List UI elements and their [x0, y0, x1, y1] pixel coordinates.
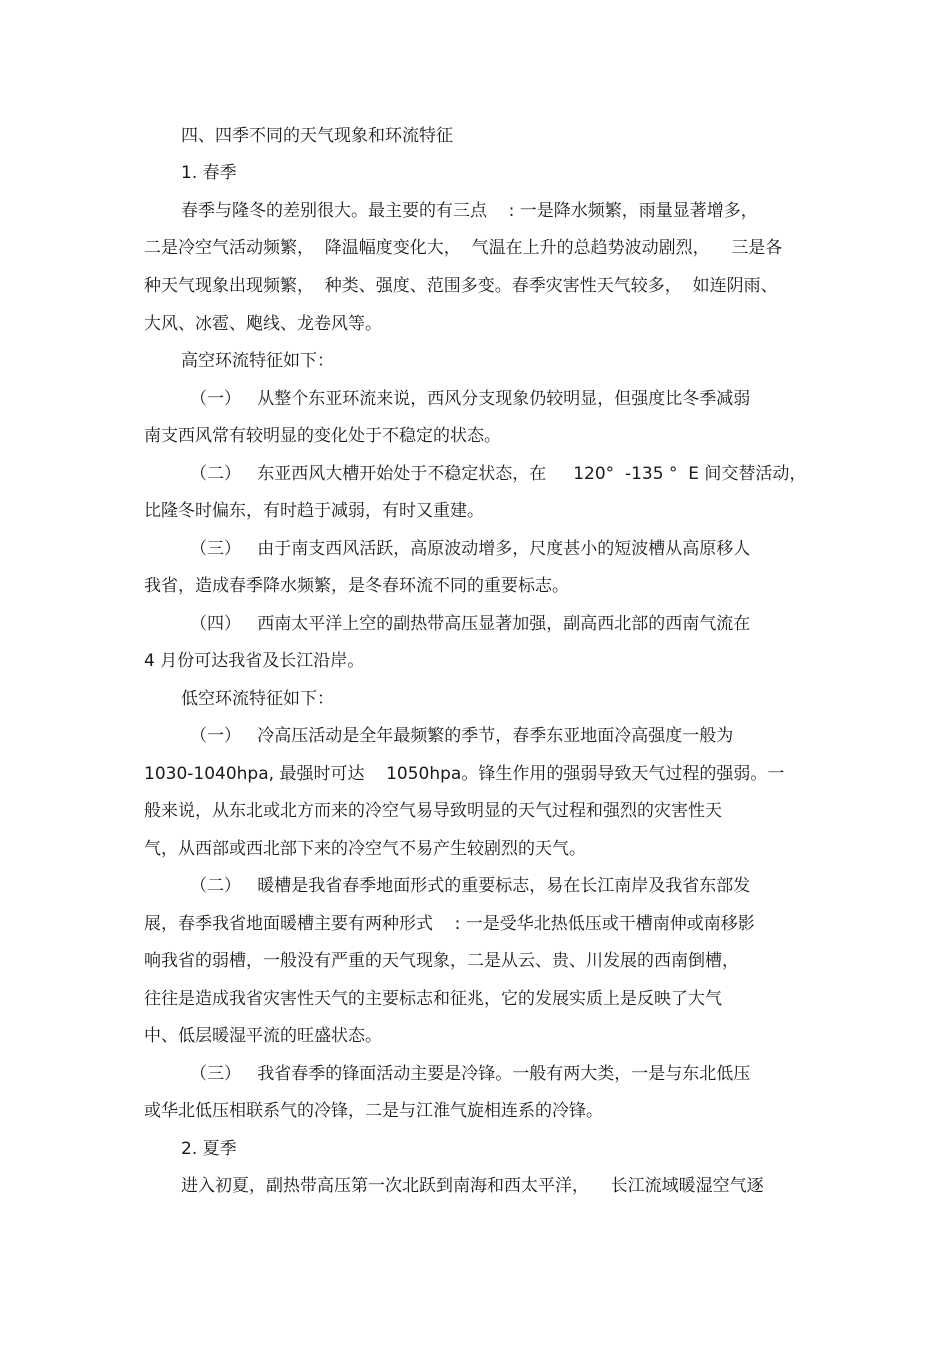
list-item-line: （二） 暖槽是我省春季地面形式的重要标志，易在长江南岸及我省东部发 — [190, 876, 751, 896]
list-item-line: 1030-1040hpa, 最强时可达 1050hpa。锋生作用的强弱导致天气过程的强弱。一 — [144, 764, 785, 784]
paragraph-line: 低空环流特征如下： — [181, 689, 334, 709]
list-item-line: 或华北低压相联系气的冷锋，二是与江淮气旋相连系的冷锋。 — [144, 1101, 603, 1121]
paragraph-line: 大风、冰雹、飑线、龙卷风等。 — [144, 314, 382, 334]
subsection-heading-spring: 1. 春季 — [181, 163, 237, 183]
list-item-line: （一） 冷高压活动是全年最频繁的季节，春季东亚地面冷高强度一般为 — [190, 726, 734, 746]
paragraph-line: 二是冷空气活动频繁， 降温幅度变化大， 气温在上升的总趋势波动剧烈， 三是各 — [144, 238, 783, 258]
list-item-line: 南支西风常有较明显的变化处于不稳定的状态。 — [144, 426, 501, 446]
list-item-line: 般来说，从东北或北方而来的冷空气易导致明显的天气过程和强烈的灾害性天 — [144, 801, 722, 821]
list-item-line: 比隆冬时偏东，有时趋于减弱，有时又重建。 — [144, 501, 484, 521]
list-item-line: 响我省的弱槽，一般没有严重的天气现象，二是从云、贵、川发展的西南倒槽， — [144, 951, 739, 971]
paragraph-line: 春季与隆冬的差别很大。最主要的有三点 : 一是降水频繁，雨量显著增多， — [181, 201, 758, 221]
paragraph-line: 种天气现象出现频繁， 种类、强度、范围多变。春季灾害性天气较多， 如连阴雨、 — [144, 276, 778, 296]
list-item-line: 展，春季我省地面暖槽主要有两种形式 : 一是受华北热低压或干槽南伸或南移影 — [144, 914, 755, 934]
subsection-heading-summer: 2. 夏季 — [181, 1139, 237, 1159]
paragraph-line: 高空环流特征如下： — [181, 351, 334, 371]
list-item-line: （三） 由于南支西风活跃，高原波动增多，尺度甚小的短波槽从高原移人 — [190, 539, 751, 559]
list-item-line: 4 月份可达我省及长江沿岸。 — [144, 651, 365, 671]
list-item-line: 往往是造成我省灾害性天气的主要标志和征兆，它的发展实质上是反映了大气 — [144, 989, 722, 1009]
section-heading: 四、四季不同的天气现象和环流特征 — [181, 126, 453, 146]
list-item-line: 气，从西部或西北部下来的冷空气不易产生较剧烈的天气。 — [144, 839, 586, 859]
list-item-line: 我省，造成春季降水频繁，是冬春环流不同的重要标志。 — [144, 576, 569, 596]
paragraph-line: 进入初夏，副热带高压第一次北跃到南海和西太平洋， 长江流域暖湿空气逐 — [181, 1176, 764, 1196]
list-item-line: （二） 东亚西风大槽开始处于不稳定状态，在 120° -135 ° E 间交替活动， — [190, 464, 807, 484]
list-item-line: （三） 我省春季的锋面活动主要是冷锋。一般有两大类，一是与东北低压 — [190, 1064, 751, 1084]
list-item-line: （四） 西南太平洋上空的副热带高压显著加强，副高西北部的西南气流在 — [190, 614, 751, 634]
list-item-line: （一） 从整个东亚环流来说，西风分支现象仍较明显，但强度比冬季减弱 — [190, 389, 751, 409]
list-item-line: 中、低层暖湿平流的旺盛状态。 — [144, 1026, 382, 1046]
